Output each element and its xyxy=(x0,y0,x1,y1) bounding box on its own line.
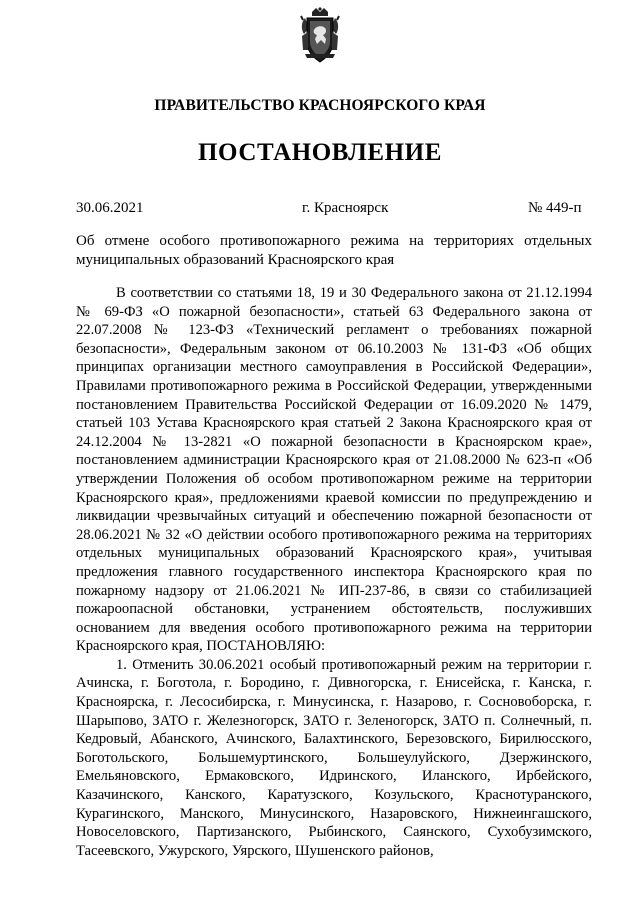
government-title: ПРАВИТЕЛЬСТВО КРАСНОЯРСКОГО КРАЯ xyxy=(154,97,486,114)
document-subject: Об отмене особого противопожарного режима на территориях отдельных муниципальных образований Красноярского края xyxy=(76,233,592,268)
document-body xyxy=(76,284,592,860)
item-1-paragraph: 1. Отменить 30.06.2021 особый противопожарный режим на территории г. Ачинска, г. Боготола, г. Бородино, г. Дивногорска, г. Енисейска, г. Канска, г. Красноярска, г. Лесосибирска, г. Минусинска, г. Назарово, г. Сосновоборска, г. Шарыпово, ЗАТО г. Железногорск, ЗАТО г. Зеленогорск, ЗАТО п. Солнечный, п. Кедровый, Абанского, Ачинского, Балахтинского, Березовского, Бирилюсского, Боготольского, Большемуртинского, Большеулуйского, Дзержинского, Емельяновского, Ермаковского, Идринского, Иланского, Ирбейского, Казачинского, Канского, Каратузского, Козульского, Краснотуранского, Курагинского, Манского, Минусинского, Назаровского, Нижнеингашского, Новоселовского, Партизанского, Рыбинского, Саянского, Сухобузимского, Тасеевского, Ужурского, Уярского, Шушенского районов, xyxy=(76,656,592,859)
document-type-title: ПОСТАНОВЛЕНИЕ xyxy=(197,139,443,166)
preamble-paragraph: В соответствии со статьями 18, 19 и 30 Федерального закона от 21.12.1994 № 69-ФЗ «О пожарной безопасности», статьей 63 Федерального закона от 22.07.2008 № 123-ФЗ «Технический регламент о требованиях пожарной безопасности», Федеральным законом от 06.10.2003 № 131-ФЗ «Об общих принципах организации местного самоуправления в Российской Федерации», Правилами противопожарного режима в Российской Федерации, утвержденными постановлением Правительства Российской Федерации от 16.09.2020 № 1479, статьей 103 Устава Красноярского края статьей 2 Закона Красноярского края от 24.12.2004 № 13-2821 «О пожарной безопасности в Красноярском крае», постановлением администрации Красноярского края от 21.08.2000 № 623-п «Об утверждении Положения об особом противопожарном режиме на территории Красноярского края», предложениями краевой комиссии по предупреждению и ликвидации чрезвычайных ситуаций и обеспечению пожарной безопасности от 28.06.2021 № 32 «О действии особого противопожарного режима на территориях отдельных муниципальных образований Красноярского края», учитывая предложения главного государственного инспектора Красноярского края по пожарному надзору от 21.06.2021 № ИП-237-86, в связи со стабилизацией пожароопасной обстановки, устранением обстоятельств, послуживших основанием для введения особого противопожарного режима на территории Красноярского края, ПОСТАНОВЛЯЮ: xyxy=(76,285,592,655)
krasnoyarsk-coat-of-arms-icon xyxy=(299,6,341,64)
document-city: г. Красноярск xyxy=(302,200,389,216)
document-date: 30.06.2021 xyxy=(76,200,144,216)
document-number: № 449-п xyxy=(528,200,582,216)
